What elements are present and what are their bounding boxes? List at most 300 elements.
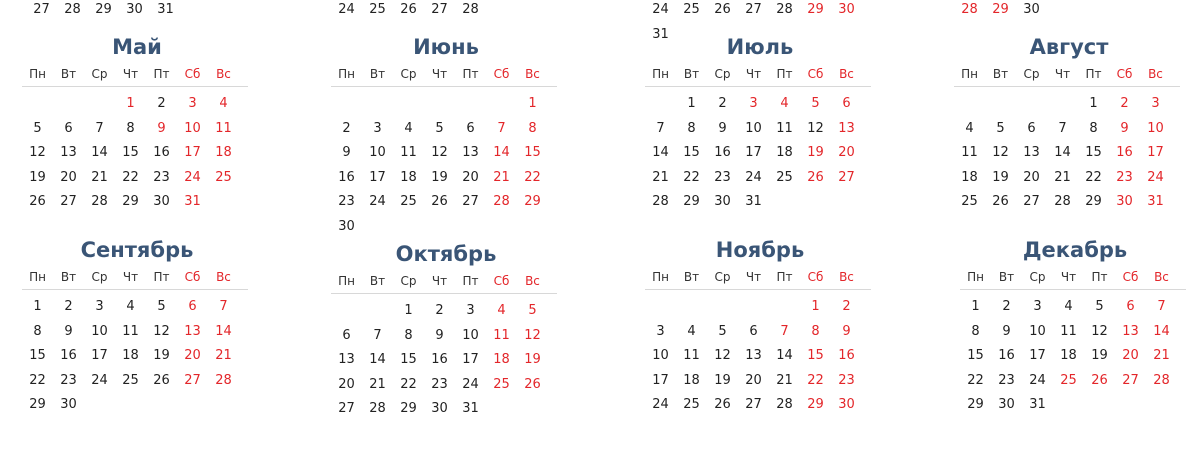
day-cell: 18 — [683, 372, 700, 388]
day-cell: 31 — [1147, 194, 1164, 209]
day-cell: 20 — [838, 145, 855, 160]
day-cell: 18 — [776, 145, 793, 160]
day-cell: 6 — [842, 96, 851, 111]
weekday-header — [954, 67, 1180, 87]
day-cell: 26 — [524, 376, 541, 392]
empty-cell — [424, 92, 455, 117]
day-cell: 31 — [652, 27, 669, 42]
day-cell: 28 — [91, 194, 108, 209]
day-cell: 18 — [1060, 348, 1077, 363]
weekday-label: Чт — [431, 67, 448, 81]
day-cell: 17 — [91, 348, 108, 363]
day-cell: 24 — [745, 169, 762, 185]
day-cell: 22 — [122, 169, 139, 185]
day-cell: 7 — [780, 323, 789, 339]
day-cell: 24 — [338, 2, 355, 17]
weekday-header — [331, 274, 557, 294]
day-cell: 24 — [1147, 169, 1164, 185]
day-grid — [22, 92, 248, 215]
day-cell: 29 — [1085, 194, 1102, 209]
month-title: Июль — [726, 35, 794, 59]
day-cell: 20 — [462, 169, 479, 185]
day-cell: 11 — [1060, 323, 1077, 339]
day-cell: 19 — [524, 352, 541, 367]
day-cell: 28 — [64, 2, 81, 17]
day-cell: 4 — [497, 303, 506, 318]
empty-cell — [645, 92, 676, 117]
day-cell: 29 — [524, 194, 541, 209]
day-cell: 26 — [807, 169, 824, 185]
month-november — [645, 236, 875, 418]
weekday-label: Чт — [122, 67, 139, 81]
day-cell: 3 — [466, 303, 475, 318]
day-cell: 3 — [373, 120, 382, 136]
weekday-label: Вт — [683, 67, 700, 81]
day-cell: 24 — [652, 2, 669, 17]
day-cell: 6 — [64, 120, 73, 136]
day-cell: 6 — [188, 299, 197, 314]
day-cell: 21 — [652, 169, 669, 185]
month-title: Май — [112, 35, 162, 59]
weekday-label: Сб — [184, 270, 201, 284]
day-cell: 10 — [1147, 120, 1164, 136]
day-grid — [645, 92, 871, 215]
day-grid — [645, 295, 871, 418]
weekday-label: Вс — [216, 67, 231, 81]
weekday-label: Ср — [91, 270, 108, 284]
weekday-label: Пт — [153, 67, 170, 81]
day-cell: 30 — [838, 2, 855, 17]
day-cell: 17 — [745, 145, 762, 160]
day-cell: 18 — [493, 352, 510, 367]
day-cell: 18 — [400, 169, 417, 185]
day-cell: 14 — [1054, 145, 1071, 160]
day-cell: 20 — [745, 372, 762, 388]
weekday-label: Чт — [745, 67, 762, 81]
day-cell: 13 — [60, 145, 77, 160]
day-cell: 4 — [965, 120, 974, 136]
day-cell: 16 — [338, 169, 355, 185]
month-title: Июнь — [413, 35, 479, 59]
day-cell: 8 — [687, 120, 696, 136]
day-cell: 10 — [91, 323, 108, 339]
weekday-label: Вс — [839, 67, 854, 81]
day-cell: 28 — [462, 2, 479, 17]
day-cell: 19 — [992, 169, 1009, 185]
day-cell: 15 — [122, 145, 139, 160]
day-cell: 15 — [683, 145, 700, 160]
weekday-label: Ср — [1029, 270, 1046, 284]
month-may — [22, 33, 252, 215]
day-cell: 30 — [714, 194, 731, 209]
day-cell: 15 — [1085, 145, 1102, 160]
day-grid — [22, 295, 248, 418]
day-cell: 20 — [1122, 348, 1139, 363]
day-cell: 25 — [683, 2, 700, 17]
day-cell: 10 — [184, 120, 201, 136]
day-cell: 11 — [122, 323, 139, 339]
weekday-label: Пт — [1091, 270, 1108, 284]
month-title: Октябрь — [395, 242, 497, 266]
day-cell: 3 — [1033, 299, 1042, 314]
day-cell: 9 — [342, 145, 351, 160]
weekday-label: Пн — [338, 67, 355, 81]
day-cell: 2 — [718, 96, 727, 111]
day-cell: 28 — [1153, 372, 1170, 388]
day-cell: 26 — [714, 397, 731, 412]
day-cell: 11 — [400, 145, 417, 160]
empty-cell — [645, 295, 676, 320]
day-cell: 28 — [652, 194, 669, 209]
day-cell: 27 — [745, 2, 762, 17]
day-cell: 25 — [1060, 372, 1077, 388]
day-cell: 15 — [967, 348, 984, 363]
day-cell: 27 — [462, 194, 479, 209]
day-cell: 27 — [33, 2, 50, 17]
day-cell: 26 — [992, 194, 1009, 209]
day-cell: 1 — [811, 299, 820, 314]
day-cell: 12 — [153, 323, 170, 339]
weekday-label: Ср — [714, 270, 731, 284]
weekday-label: Ср — [91, 67, 108, 81]
day-cell: 15 — [807, 348, 824, 363]
weekday-label: Пн — [338, 274, 355, 288]
day-cell: 29 — [807, 397, 824, 412]
day-cell: 21 — [369, 376, 386, 392]
day-cell: 19 — [1091, 348, 1108, 363]
day-cell: 3 — [1151, 96, 1160, 111]
day-cell: 21 — [1054, 169, 1071, 185]
day-cell: 23 — [998, 372, 1015, 388]
weekday-header — [22, 67, 248, 87]
day-cell: 2 — [64, 299, 73, 314]
day-cell: 24 — [462, 376, 479, 392]
weekday-label: Чт — [431, 274, 448, 288]
weekday-label: Вт — [60, 270, 77, 284]
day-cell: 6 — [466, 120, 475, 136]
day-cell: 6 — [1126, 299, 1135, 314]
day-cell: 30 — [153, 194, 170, 209]
day-cell: 4 — [1064, 299, 1073, 314]
day-cell: 27 — [184, 372, 201, 388]
day-cell: 9 — [1002, 323, 1011, 339]
month-title: Август — [1029, 35, 1109, 59]
weekday-header — [331, 67, 557, 87]
day-cell: 26 — [431, 194, 448, 209]
day-grid — [331, 92, 557, 239]
day-cell: 25 — [215, 169, 232, 185]
day-cell: 29 — [683, 194, 700, 209]
day-cell: 30 — [1023, 2, 1040, 17]
day-cell: 11 — [215, 120, 232, 136]
day-cell: 6 — [1027, 120, 1036, 136]
day-cell: 14 — [1153, 323, 1170, 339]
day-cell: 14 — [776, 348, 793, 363]
day-cell: 10 — [745, 120, 762, 136]
day-cell: 1 — [33, 299, 42, 314]
month-august — [954, 33, 1184, 215]
day-cell: 24 — [184, 169, 201, 185]
weekday-header — [960, 270, 1186, 290]
day-cell: 23 — [431, 376, 448, 392]
day-cell: 27 — [431, 2, 448, 17]
month-june — [331, 33, 561, 239]
weekday-label: Сб — [807, 270, 824, 284]
weekday-label: Пн — [967, 270, 984, 284]
weekday-label: Вс — [1154, 270, 1169, 284]
day-cell: 22 — [683, 169, 700, 185]
weekday-label: Ср — [400, 274, 417, 288]
day-cell: 16 — [998, 348, 1015, 363]
day-cell: 28 — [776, 397, 793, 412]
day-cell: 5 — [435, 120, 444, 136]
month-july — [645, 33, 875, 215]
weekday-label: Ср — [400, 67, 417, 81]
weekday-label: Сб — [184, 67, 201, 81]
day-cell: 14 — [493, 145, 510, 160]
day-cell: 25 — [776, 169, 793, 185]
day-cell: 8 — [126, 120, 135, 136]
day-cell: 27 — [745, 397, 762, 412]
day-cell: 31 — [745, 194, 762, 209]
weekday-header — [645, 270, 871, 290]
day-cell: 14 — [369, 352, 386, 367]
day-cell: 24 — [369, 194, 386, 209]
weekday-label: Пт — [1085, 67, 1102, 81]
day-cell: 29 — [29, 397, 46, 412]
day-cell: 1 — [1089, 96, 1098, 111]
day-cell: 22 — [1085, 169, 1102, 185]
empty-cell — [985, 92, 1016, 117]
empty-cell — [738, 295, 769, 320]
month-title: Сентябрь — [80, 238, 194, 262]
weekday-label: Вт — [369, 67, 386, 81]
day-cell: 31 — [1029, 397, 1046, 412]
day-cell: 25 — [493, 376, 510, 392]
day-cell: 15 — [29, 348, 46, 363]
month-title: Ноябрь — [715, 238, 805, 262]
day-cell: 9 — [718, 120, 727, 136]
day-cell: 12 — [807, 120, 824, 136]
weekday-label: Пн — [29, 67, 46, 81]
day-cell: 10 — [462, 327, 479, 343]
day-cell: 30 — [60, 397, 77, 412]
day-cell: 10 — [369, 145, 386, 160]
day-cell: 1 — [687, 96, 696, 111]
day-cell: 2 — [435, 303, 444, 318]
day-cell: 28 — [215, 372, 232, 388]
day-cell: 4 — [687, 323, 696, 339]
day-cell: 22 — [524, 169, 541, 185]
day-cell: 6 — [342, 327, 351, 343]
day-cell: 16 — [1116, 145, 1133, 160]
day-cell: 22 — [29, 372, 46, 388]
day-cell: 7 — [497, 120, 506, 136]
day-cell: 14 — [215, 323, 232, 339]
weekday-label: Вс — [216, 270, 231, 284]
day-cell: 24 — [1029, 372, 1046, 388]
weekday-label: Пт — [462, 274, 479, 288]
day-cell: 1 — [528, 96, 537, 111]
day-cell: 28 — [493, 194, 510, 209]
day-cell: 19 — [153, 348, 170, 363]
day-cell: 1 — [126, 96, 135, 111]
day-cell: 5 — [528, 303, 537, 318]
day-cell: 25 — [400, 194, 417, 209]
day-cell: 8 — [33, 323, 42, 339]
weekday-label: Пт — [153, 270, 170, 284]
day-cell: 7 — [656, 120, 665, 136]
weekday-label: Вт — [683, 270, 700, 284]
day-cell: 24 — [91, 372, 108, 388]
day-cell: 17 — [184, 145, 201, 160]
day-cell: 26 — [153, 372, 170, 388]
day-cell: 23 — [338, 194, 355, 209]
day-cell: 29 — [122, 194, 139, 209]
weekday-label: Вс — [839, 270, 854, 284]
weekday-label: Вт — [60, 67, 77, 81]
day-cell: 27 — [838, 169, 855, 185]
day-cell: 15 — [400, 352, 417, 367]
empty-cell — [1047, 92, 1078, 117]
day-cell: 19 — [29, 169, 46, 185]
weekday-label: Сб — [1116, 67, 1133, 81]
day-cell: 22 — [807, 372, 824, 388]
day-cell: 30 — [838, 397, 855, 412]
day-cell: 5 — [157, 299, 166, 314]
day-cell: 18 — [961, 169, 978, 185]
day-cell: 4 — [780, 96, 789, 111]
day-cell: 9 — [1120, 120, 1129, 136]
weekday-label: Ср — [1023, 67, 1040, 81]
empty-cell — [769, 295, 800, 320]
day-cell: 26 — [29, 194, 46, 209]
day-cell: 27 — [338, 401, 355, 416]
day-cell: 5 — [33, 120, 42, 136]
day-cell: 9 — [157, 120, 166, 136]
day-cell: 10 — [652, 348, 669, 363]
weekday-label: Пт — [776, 67, 793, 81]
day-cell: 23 — [60, 372, 77, 388]
month-october — [331, 240, 561, 422]
day-cell: 19 — [431, 169, 448, 185]
day-cell: 12 — [524, 327, 541, 343]
month-title: Декабрь — [1022, 238, 1128, 262]
empty-cell — [954, 92, 985, 117]
day-cell: 2 — [1002, 299, 1011, 314]
day-cell: 11 — [776, 120, 793, 136]
day-cell: 17 — [462, 352, 479, 367]
weekday-label: Пт — [462, 67, 479, 81]
day-cell: 7 — [373, 327, 382, 343]
weekday-label: Сб — [493, 274, 510, 288]
empty-cell — [707, 295, 738, 320]
day-cell: 11 — [961, 145, 978, 160]
day-cell: 1 — [971, 299, 980, 314]
day-cell: 7 — [219, 299, 228, 314]
weekday-label: Ср — [714, 67, 731, 81]
day-grid — [954, 92, 1180, 215]
day-cell: 5 — [1095, 299, 1104, 314]
weekday-label: Вт — [992, 67, 1009, 81]
day-cell: 27 — [1122, 372, 1139, 388]
day-cell: 21 — [493, 169, 510, 185]
day-cell: 25 — [122, 372, 139, 388]
day-cell: 6 — [749, 323, 758, 339]
day-cell: 3 — [749, 96, 758, 111]
weekday-label: Чт — [745, 270, 762, 284]
day-cell: 25 — [369, 2, 386, 17]
day-cell: 3 — [656, 323, 665, 339]
weekday-label: Чт — [122, 270, 139, 284]
day-cell: 2 — [842, 299, 851, 314]
day-cell: 8 — [811, 323, 820, 339]
day-cell: 5 — [718, 323, 727, 339]
day-cell: 16 — [153, 145, 170, 160]
day-cell: 23 — [153, 169, 170, 185]
day-cell: 29 — [95, 2, 112, 17]
day-cell: 12 — [431, 145, 448, 160]
weekday-label: Пн — [652, 270, 669, 284]
day-cell: 12 — [1091, 323, 1108, 339]
day-cell: 12 — [714, 348, 731, 363]
day-cell: 21 — [91, 169, 108, 185]
day-cell: 21 — [1153, 348, 1170, 363]
empty-cell — [1016, 92, 1047, 117]
day-cell: 24 — [652, 397, 669, 412]
day-cell: 28 — [1054, 194, 1071, 209]
empty-cell — [53, 92, 84, 117]
day-cell: 13 — [1023, 145, 1040, 160]
day-cell: 30 — [1116, 194, 1133, 209]
day-cell: 8 — [528, 120, 537, 136]
day-cell: 28 — [369, 401, 386, 416]
day-cell: 14 — [652, 145, 669, 160]
day-cell: 5 — [996, 120, 1005, 136]
day-cell: 11 — [683, 348, 700, 363]
day-cell: 17 — [652, 372, 669, 388]
day-cell: 12 — [29, 145, 46, 160]
day-cell: 1 — [404, 303, 413, 318]
day-cell: 16 — [431, 352, 448, 367]
day-cell: 26 — [714, 2, 731, 17]
day-grid — [960, 295, 1186, 418]
day-cell: 30 — [998, 397, 1015, 412]
day-cell: 29 — [967, 397, 984, 412]
day-cell: 31 — [157, 2, 174, 17]
day-grid — [331, 299, 557, 422]
weekday-label: Вс — [1148, 67, 1163, 81]
weekday-label: Чт — [1054, 67, 1071, 81]
day-cell: 7 — [1157, 299, 1166, 314]
day-cell: 28 — [776, 2, 793, 17]
day-cell: 25 — [961, 194, 978, 209]
weekday-label: Пт — [776, 270, 793, 284]
day-cell: 4 — [126, 299, 135, 314]
weekday-label: Пн — [652, 67, 669, 81]
day-cell: 10 — [1029, 323, 1046, 339]
day-cell: 21 — [215, 348, 232, 363]
day-cell: 16 — [60, 348, 77, 363]
day-cell: 21 — [776, 372, 793, 388]
day-cell: 13 — [184, 323, 201, 339]
day-cell: 27 — [60, 194, 77, 209]
day-cell: 9 — [64, 323, 73, 339]
weekday-label: Сб — [807, 67, 824, 81]
day-cell: 16 — [838, 348, 855, 363]
day-cell: 20 — [60, 169, 77, 185]
day-cell: 15 — [524, 145, 541, 160]
